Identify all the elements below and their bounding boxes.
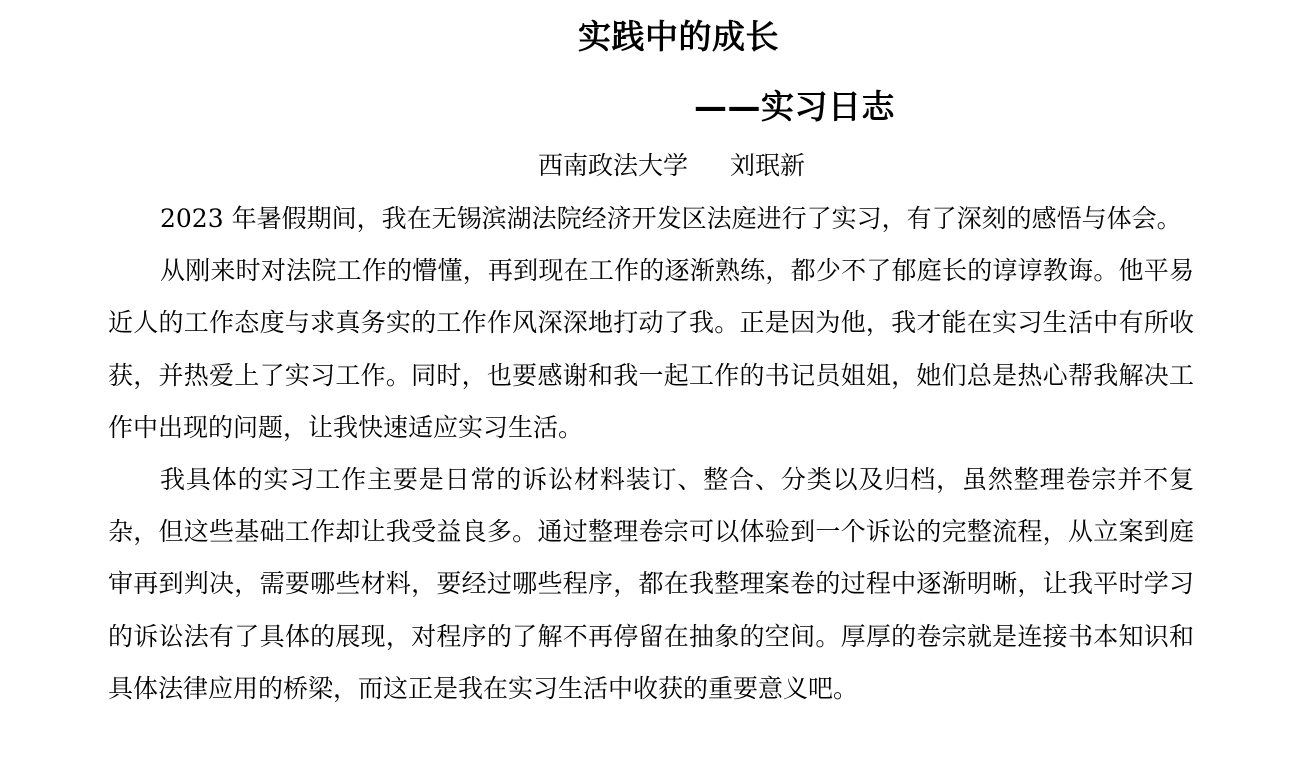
- body-text: [108, 193, 1194, 715]
- page-title: 实践中的成长: [578, 17, 779, 56]
- paragraph-1: 2023 年暑假期间，我在无锡滨湖法院经济开发区法庭进行了实习，有了深刻的感悟与体会。: [160, 204, 1182, 233]
- paragraph-2: 从刚来时对法院工作的懵懂，再到现在工作的逐渐熟练，都少不了郁庭长的谆谆教诲。他平易近人的工作态度与求真务实的工作作风深深地打动了我。正是因为他，我才能在实习生活中有所收获，并热爱上了实习工作。同时，也要感谢和我一起工作的书记员姐姐，她们总是热心帮我解决工作中出现的问题，让我快速适应实习生活。: [108, 256, 1194, 442]
- byline-author: 刘珉新: [730, 151, 806, 180]
- paragraph-3: 我具体的实习工作主要是日常的诉讼材料装订、整合、分类以及归档，虽然整理卷宗并不复杂，但这些基础工作却让我受益良多。通过整理卷宗可以体验到一个诉讼的完整流程，从立案到庭审再到判决，需要哪些材料，要经过哪些程序，都在我整理案卷的过程中逐渐明晰，让我平时学习的诉讼法有了具体的展现，对程序的了解不再停留在抽象的空间。厚厚的卷宗就是连接书本知识和具体法律应用的桥梁，而这正是我在实习生活中收获的重要意义吧。: [108, 465, 1194, 703]
- byline: [538, 148, 805, 184]
- page-subtitle: ——实习日志: [694, 87, 895, 126]
- byline-school: 西南政法大学: [538, 151, 689, 180]
